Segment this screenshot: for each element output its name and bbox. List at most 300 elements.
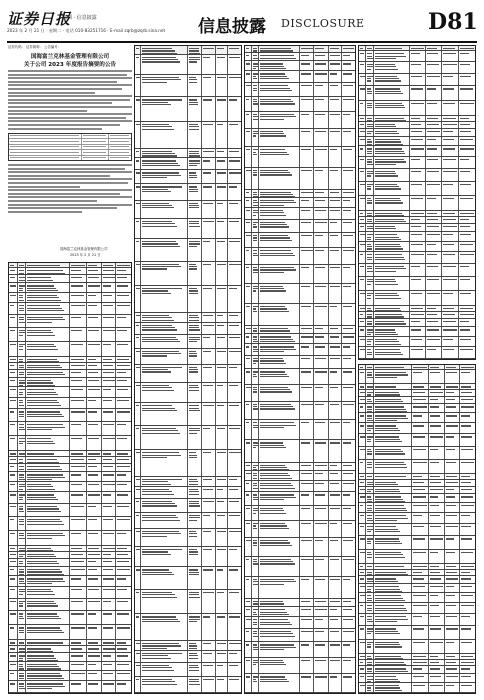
table-cell — [216, 97, 229, 121]
cell-text — [367, 409, 372, 410]
table-cell — [228, 323, 241, 334]
cell-text — [367, 489, 373, 490]
table-cell — [116, 671, 131, 681]
cell-text — [375, 621, 397, 622]
cell-text — [260, 269, 295, 270]
table-cell — [314, 629, 328, 641]
cell-text — [19, 411, 24, 412]
cell-text — [142, 175, 181, 176]
cell-text — [229, 151, 239, 152]
cell-text — [88, 569, 97, 570]
cell-text — [189, 452, 196, 453]
cell-text — [253, 290, 257, 291]
cell-text — [301, 483, 313, 484]
table-cell — [426, 129, 442, 136]
cell-text — [360, 515, 364, 516]
table-cell — [70, 363, 87, 369]
table-cell — [300, 71, 314, 82]
table-cell — [374, 146, 410, 156]
table-row — [359, 494, 475, 503]
cell-text — [189, 293, 198, 294]
table-cell — [102, 531, 117, 545]
table-cell — [188, 170, 202, 183]
table-cell — [366, 211, 374, 216]
table-cell — [359, 666, 366, 673]
cell-text — [27, 508, 59, 509]
table-row — [245, 463, 355, 471]
table-row — [359, 51, 475, 62]
table-cell — [102, 653, 117, 660]
table-cell — [426, 252, 442, 263]
table-cell — [460, 660, 475, 666]
table-cell — [426, 182, 442, 195]
table-row — [9, 671, 131, 682]
cell-text — [189, 341, 197, 342]
table-cell — [70, 303, 87, 314]
cell-text — [19, 427, 25, 428]
cell-text — [10, 372, 15, 373]
cell-text — [301, 358, 310, 359]
cell-text — [253, 561, 258, 562]
cell-text — [330, 631, 339, 632]
cell-text — [460, 226, 471, 227]
cell-text — [117, 344, 128, 345]
cell-text — [413, 552, 425, 553]
table-cell — [359, 654, 366, 659]
table-cell — [410, 277, 426, 290]
cell-text — [88, 506, 96, 507]
table-cell — [116, 457, 131, 463]
table-cell — [429, 524, 445, 535]
cell-text — [189, 129, 199, 130]
table-cell — [70, 378, 87, 386]
cell-text — [136, 337, 139, 338]
cell-text — [460, 184, 472, 185]
table-cell — [87, 646, 102, 652]
table-row — [9, 293, 131, 304]
table-row — [245, 629, 355, 642]
cell-text — [260, 349, 295, 350]
cell-text — [142, 531, 179, 532]
cell-text — [142, 433, 180, 434]
cell-text — [19, 686, 25, 687]
table-row — [359, 660, 475, 667]
table-row — [359, 224, 475, 232]
cell-text — [103, 494, 111, 495]
cell-text — [260, 116, 295, 117]
cell-text — [375, 69, 398, 70]
cell-text — [203, 151, 214, 152]
cell-text — [253, 358, 258, 359]
cell-text — [203, 653, 212, 654]
table-cell — [26, 517, 70, 530]
table-cell — [202, 641, 216, 650]
table-cell — [252, 147, 260, 166]
cell-text — [10, 519, 14, 520]
cell-text — [413, 566, 426, 567]
cell-text — [117, 277, 127, 278]
cell-text — [367, 591, 371, 592]
table-row — [359, 146, 475, 157]
cell-text — [330, 559, 339, 560]
table-cell — [429, 550, 445, 563]
cell-text — [246, 306, 250, 307]
table-cell — [252, 326, 260, 333]
cell-text — [367, 554, 372, 555]
cell-text — [430, 605, 440, 606]
text-line — [8, 113, 132, 115]
cell-text — [315, 131, 325, 132]
cell-text — [142, 428, 175, 429]
cell-text — [27, 322, 52, 323]
cell-text — [367, 449, 371, 450]
table-cell — [374, 157, 410, 168]
cell-text — [19, 535, 25, 536]
table-cell — [300, 369, 314, 383]
table-cell — [228, 426, 241, 450]
table-row — [359, 390, 475, 397]
table-row — [9, 504, 131, 517]
cell-text — [367, 186, 371, 187]
table-cell — [18, 409, 27, 421]
cell-text — [246, 483, 249, 484]
table-cell — [359, 264, 366, 276]
table-cell — [188, 499, 202, 512]
cell-text — [375, 259, 405, 260]
table-cell — [366, 513, 374, 523]
cell-text — [343, 200, 351, 201]
cell-text — [461, 392, 472, 393]
table-row — [245, 112, 355, 129]
table-cell — [228, 219, 241, 238]
cell-text — [260, 408, 295, 409]
table-cell — [445, 384, 460, 389]
cell-text — [315, 540, 323, 541]
table-cell — [18, 398, 27, 409]
cell-text — [446, 489, 455, 490]
cell-text — [203, 452, 212, 453]
cell-text — [117, 648, 127, 649]
table-cell — [245, 53, 252, 60]
cell-text — [427, 321, 438, 322]
cell-text — [315, 601, 325, 602]
cell-text — [10, 474, 15, 475]
cell-text — [367, 175, 371, 176]
table-cell — [412, 674, 428, 682]
cell-text — [375, 526, 396, 527]
cell-text — [19, 402, 24, 403]
table-cell — [359, 584, 366, 592]
table-cell — [374, 576, 412, 583]
cell-text — [315, 48, 324, 49]
table-cell — [374, 593, 412, 602]
table-cell — [188, 122, 202, 148]
cell-text — [203, 367, 212, 368]
cell-text — [27, 392, 56, 393]
table-cell — [300, 208, 314, 219]
table-cell — [342, 53, 355, 60]
cell-text — [189, 246, 197, 247]
cell-text — [367, 66, 373, 67]
cell-text — [260, 363, 286, 364]
cell-text — [246, 644, 249, 645]
table-cell — [459, 129, 475, 136]
table-cell — [429, 513, 445, 523]
cell-text — [229, 452, 240, 453]
cell-text — [260, 290, 286, 291]
cell-text — [142, 172, 179, 173]
table-cell — [359, 404, 366, 412]
cell-text — [260, 664, 286, 665]
cell-text — [27, 385, 55, 386]
cell-text — [461, 367, 474, 368]
cell-text — [411, 118, 420, 119]
cell-text — [10, 533, 15, 534]
cell-text — [411, 53, 420, 54]
cell-text — [260, 330, 290, 331]
table-cell — [459, 291, 475, 305]
cell-text — [315, 99, 324, 100]
cell-text — [375, 491, 400, 492]
cell-text — [71, 285, 83, 286]
cell-text — [460, 244, 473, 245]
cell-text — [461, 399, 473, 400]
cell-text — [253, 475, 257, 476]
cell-text — [367, 281, 373, 282]
cell-text — [375, 186, 399, 187]
cell-text — [460, 293, 472, 294]
table-cell — [314, 344, 328, 355]
table-cell — [9, 482, 18, 492]
cell-text — [343, 286, 352, 287]
cell-text — [443, 314, 454, 315]
cell-text — [367, 394, 371, 395]
cell-text — [430, 372, 441, 373]
table-cell — [460, 654, 475, 659]
cell-text — [375, 505, 404, 506]
cell-text — [117, 569, 130, 570]
cell-text — [427, 219, 438, 220]
cell-text — [71, 569, 85, 570]
cell-text — [315, 371, 326, 372]
cell-text — [27, 405, 61, 406]
cell-text — [411, 198, 423, 199]
cell-text — [27, 305, 60, 306]
text-line — [8, 186, 80, 188]
cell-text — [103, 474, 114, 475]
table-row — [9, 303, 131, 315]
table-cell — [374, 232, 410, 240]
cell-text — [189, 288, 197, 289]
table-cell — [102, 436, 117, 450]
table-cell — [87, 451, 102, 456]
cell-text — [88, 330, 99, 331]
cell-text — [430, 386, 442, 387]
cell-text — [246, 660, 250, 661]
table-cell — [459, 116, 475, 121]
cell-text — [375, 574, 408, 575]
cell-text — [189, 315, 198, 316]
cell-text — [253, 269, 258, 270]
cell-text — [375, 411, 407, 412]
cell-text — [88, 295, 96, 296]
cell-text — [88, 305, 97, 306]
cell-text — [446, 449, 456, 450]
cell-text — [217, 351, 226, 352]
cell-text — [367, 105, 372, 106]
cell-text — [443, 213, 454, 214]
table-cell — [102, 492, 117, 503]
table-cell — [18, 263, 27, 267]
cell-text — [142, 410, 177, 411]
table-cell — [314, 326, 328, 333]
table-cell — [216, 614, 229, 640]
table-cell — [459, 169, 475, 181]
table-cell — [410, 182, 426, 195]
cell-text — [461, 406, 474, 407]
cell-text — [27, 632, 64, 633]
cell-text — [367, 572, 372, 573]
cell-text — [189, 77, 196, 78]
table-cell — [26, 492, 70, 503]
table-cell — [245, 112, 252, 128]
table-row — [359, 291, 475, 306]
table-cell — [18, 681, 27, 692]
table-cell — [374, 570, 412, 576]
table-cell — [259, 481, 300, 492]
cell-text — [367, 314, 372, 315]
cell-text — [375, 664, 406, 665]
cell-text — [142, 670, 173, 671]
table-cell — [366, 365, 374, 369]
cell-text — [253, 488, 258, 489]
cell-text — [10, 627, 14, 628]
table-row — [135, 590, 241, 615]
cell-text — [10, 569, 14, 570]
cell-text — [375, 173, 396, 174]
cell-text — [136, 489, 140, 490]
cell-text — [260, 202, 295, 203]
cell-text — [260, 614, 289, 615]
cell-text — [217, 77, 226, 78]
cell-text — [103, 655, 111, 656]
cell-text — [446, 566, 457, 567]
cell-text — [246, 676, 250, 677]
table-cell — [442, 264, 458, 276]
cell-text — [343, 601, 352, 602]
cell-text — [246, 235, 251, 236]
cell-text — [253, 467, 257, 468]
cell-text — [260, 200, 293, 201]
table-cell — [228, 614, 241, 640]
cell-text — [360, 538, 365, 539]
cell-text — [315, 192, 324, 193]
cell-text — [142, 317, 171, 318]
cell-text — [229, 515, 239, 516]
table-cell — [366, 603, 374, 613]
cell-text — [367, 198, 371, 199]
cell-text — [301, 523, 311, 524]
cell-text — [27, 290, 58, 291]
cell-text — [260, 584, 283, 585]
table-cell — [460, 626, 475, 638]
table-cell — [445, 474, 460, 479]
cell-text — [229, 124, 238, 125]
cell-text — [367, 164, 373, 165]
cell-text — [189, 243, 200, 244]
table-cell — [141, 477, 188, 486]
table-cell — [445, 660, 460, 666]
table-cell — [9, 504, 18, 516]
cell-text — [375, 367, 404, 368]
table-cell — [228, 641, 241, 650]
cell-text — [117, 317, 125, 318]
cell-text — [360, 616, 364, 617]
text-line — [8, 110, 87, 112]
cell-text — [10, 424, 15, 425]
cell-text — [142, 390, 173, 391]
cell-text — [315, 579, 324, 580]
cell-text — [460, 213, 474, 214]
table-cell — [102, 599, 117, 611]
table-cell — [216, 262, 229, 286]
table-cell — [18, 328, 27, 341]
cell-text — [430, 676, 442, 677]
table-cell — [374, 252, 410, 263]
table-cell — [245, 129, 252, 147]
cell-text — [253, 170, 257, 171]
table-cell — [26, 531, 70, 545]
announcement-block — [8, 45, 132, 255]
table-cell — [26, 546, 70, 551]
cell-text — [260, 235, 288, 236]
table-cell — [202, 149, 216, 158]
table-cell — [216, 641, 229, 650]
table-row — [9, 387, 131, 398]
table-cell — [412, 564, 428, 569]
cell-text — [367, 482, 373, 483]
cell-text — [367, 184, 373, 185]
table-cell — [188, 477, 202, 486]
cell-text — [360, 76, 365, 77]
table-cell — [374, 474, 412, 479]
table-row — [245, 326, 355, 334]
table-row — [359, 584, 475, 593]
table-row — [245, 402, 355, 421]
cell-text — [217, 186, 227, 187]
cell-text — [189, 515, 200, 516]
cell-text — [136, 515, 139, 516]
table-cell — [459, 86, 475, 99]
cell-text — [260, 601, 282, 602]
table-cell — [300, 420, 314, 439]
table-cell — [342, 674, 355, 692]
cell-text — [260, 404, 291, 405]
cell-text — [411, 219, 420, 220]
cell-text — [142, 160, 175, 161]
table-row — [135, 313, 241, 323]
table-cell — [359, 487, 366, 494]
table-cell — [445, 423, 460, 433]
cell-text — [136, 288, 140, 289]
table-cell — [342, 233, 355, 247]
cell-text — [10, 648, 15, 649]
cell-text — [343, 559, 354, 560]
table-cell — [102, 464, 117, 471]
cell-text — [27, 561, 57, 562]
cell-text — [315, 55, 324, 56]
table-cell — [329, 577, 342, 598]
